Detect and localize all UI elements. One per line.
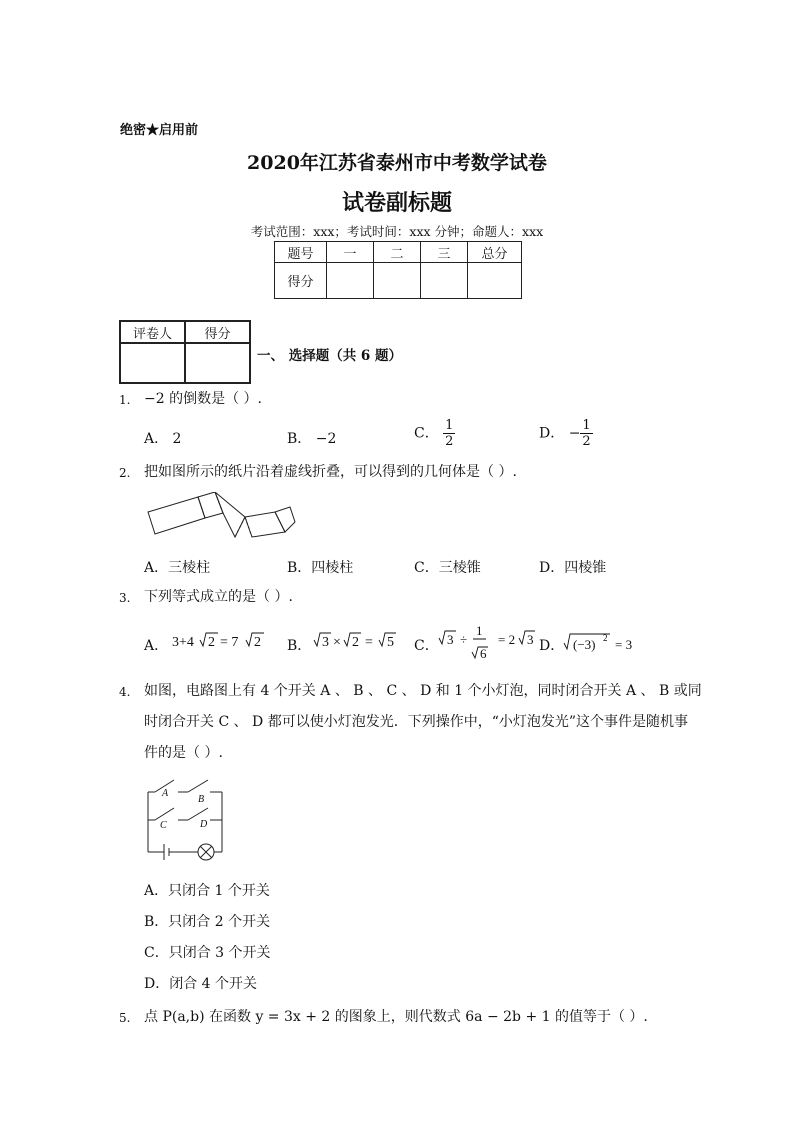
question-text: 把如图所示的纸片沿着虚线折叠，可以得到的几何体是（ ）. [144, 464, 517, 480]
question-number: 2. [119, 466, 131, 480]
option-label: C． [414, 638, 439, 654]
circuit-diagram [140, 772, 230, 864]
question-text-line2: 时闭合开关 C 、 D 都可以使小灯泡发光．下列操作中，“小灯泡发光”这个事件是随机事 [144, 714, 689, 730]
svg-text:2: 2 [352, 635, 359, 650]
score-header: 题号 [275, 242, 327, 263]
option-b: B． −2 [287, 431, 337, 447]
question-text: 点 P(a,b) 在函数 y = 3x + 2 的图象上，则代数式 6a − 2b + 1 的值等于（ ）. [144, 1009, 648, 1025]
svg-text:2: 2 [254, 635, 261, 650]
svg-text:3: 3 [527, 632, 534, 647]
grader-header: 得分 [185, 321, 250, 343]
switch-label-c: C [160, 820, 167, 831]
option-label: A． [144, 638, 169, 654]
denominator: 2 [582, 434, 591, 449]
question-number: 5. [119, 1011, 131, 1025]
option-label: D． [539, 638, 565, 654]
question-text: −2 的倒数是（ ）. [144, 391, 262, 407]
svg-text:=: = [365, 635, 373, 650]
svg-text:= 7: = 7 [220, 635, 239, 650]
svg-text:6: 6 [480, 646, 487, 661]
formula-d [563, 625, 643, 659]
svg-text:= 2: = 2 [498, 632, 516, 647]
exam-subtitle: 试卷副标题 [341, 190, 452, 216]
option-c: C．三棱锥 [414, 560, 481, 576]
score-header: 二 [374, 242, 421, 263]
svg-text:1: 1 [476, 623, 483, 638]
option-c [414, 418, 455, 449]
confidential-label: 绝密★启用前 [120, 123, 199, 138]
option-d: D．闭合 4 个开关 [144, 976, 258, 992]
grader-cell [120, 343, 185, 383]
section-title: 一、 选择题（共 6 题） [257, 348, 402, 364]
denominator: 2 [445, 434, 454, 449]
option-d: D．四棱锥 [539, 560, 607, 576]
option-d [539, 418, 593, 449]
option-label: D． [539, 425, 565, 442]
question-text: 下列等式成立的是（ ）. [144, 589, 293, 605]
svg-text:= 3: = 3 [615, 637, 633, 652]
svg-text:3: 3 [322, 635, 329, 650]
option-b [287, 635, 311, 655]
svg-text:×: × [333, 635, 341, 650]
switch-label-b: B [198, 794, 205, 805]
numerator: 1 [582, 418, 591, 433]
option-a [144, 635, 168, 655]
question-number: 3. [119, 591, 131, 605]
score-cell [374, 263, 421, 299]
fraction [443, 418, 455, 449]
folding-net-figure [140, 492, 300, 548]
formula-c [438, 620, 538, 664]
option-b: B．只闭合 2 个开关 [144, 914, 271, 930]
grader-header: 评卷人 [120, 321, 185, 343]
svg-text:2: 2 [603, 633, 608, 643]
switch-label-a: A [162, 788, 169, 799]
score-header: 一 [327, 242, 374, 263]
question-number: 4. [119, 685, 131, 699]
svg-text:(−3): (−3) [573, 637, 596, 652]
svg-text:÷: ÷ [460, 632, 468, 647]
numerator: 1 [445, 418, 454, 433]
score-header: 总分 [468, 242, 522, 263]
svg-text:3+4: 3+4 [172, 635, 194, 650]
option-a: A．三棱柱 [144, 560, 211, 576]
option-b: B．四棱柱 [287, 560, 354, 576]
formula-a [170, 627, 270, 657]
svg-text:3: 3 [447, 632, 454, 647]
score-cell [468, 263, 522, 299]
option-a: A． 2 [144, 431, 182, 447]
grader-cell [185, 343, 250, 383]
switch-label-d: D [200, 819, 208, 830]
minus-sign: − [568, 425, 581, 442]
question-number: 1. [119, 393, 131, 407]
formula-b [313, 627, 403, 657]
svg-text:5: 5 [387, 635, 394, 650]
score-cell [421, 263, 468, 299]
grader-table [119, 320, 251, 384]
option-label: C． [414, 425, 439, 442]
option-label: B． [287, 638, 312, 654]
question-text-line3: 件的是（ ）. [144, 745, 223, 761]
score-header: 三 [421, 242, 468, 263]
question-text-line1: 如图，电路图上有 4 个开关 A 、 B 、 C 、 D 和 1 个小灯泡，同时闭合开关 A 、 B 或同 [144, 683, 702, 699]
exam-info: 考试范围：xxx；考试时间：xxx 分钟；命题人：xxx [250, 224, 544, 239]
option-c: C．只闭合 3 个开关 [144, 945, 271, 961]
option-d [539, 635, 564, 655]
option-c [414, 635, 439, 655]
fraction [580, 418, 592, 449]
option-a: A．只闭合 1 个开关 [144, 883, 270, 899]
score-cell [327, 263, 374, 299]
exam-title: 2020年江苏省泰州市中考数学试卷 [247, 152, 547, 174]
score-row-label: 得分 [275, 263, 327, 299]
svg-text:2: 2 [208, 635, 215, 650]
score-table [274, 241, 522, 299]
